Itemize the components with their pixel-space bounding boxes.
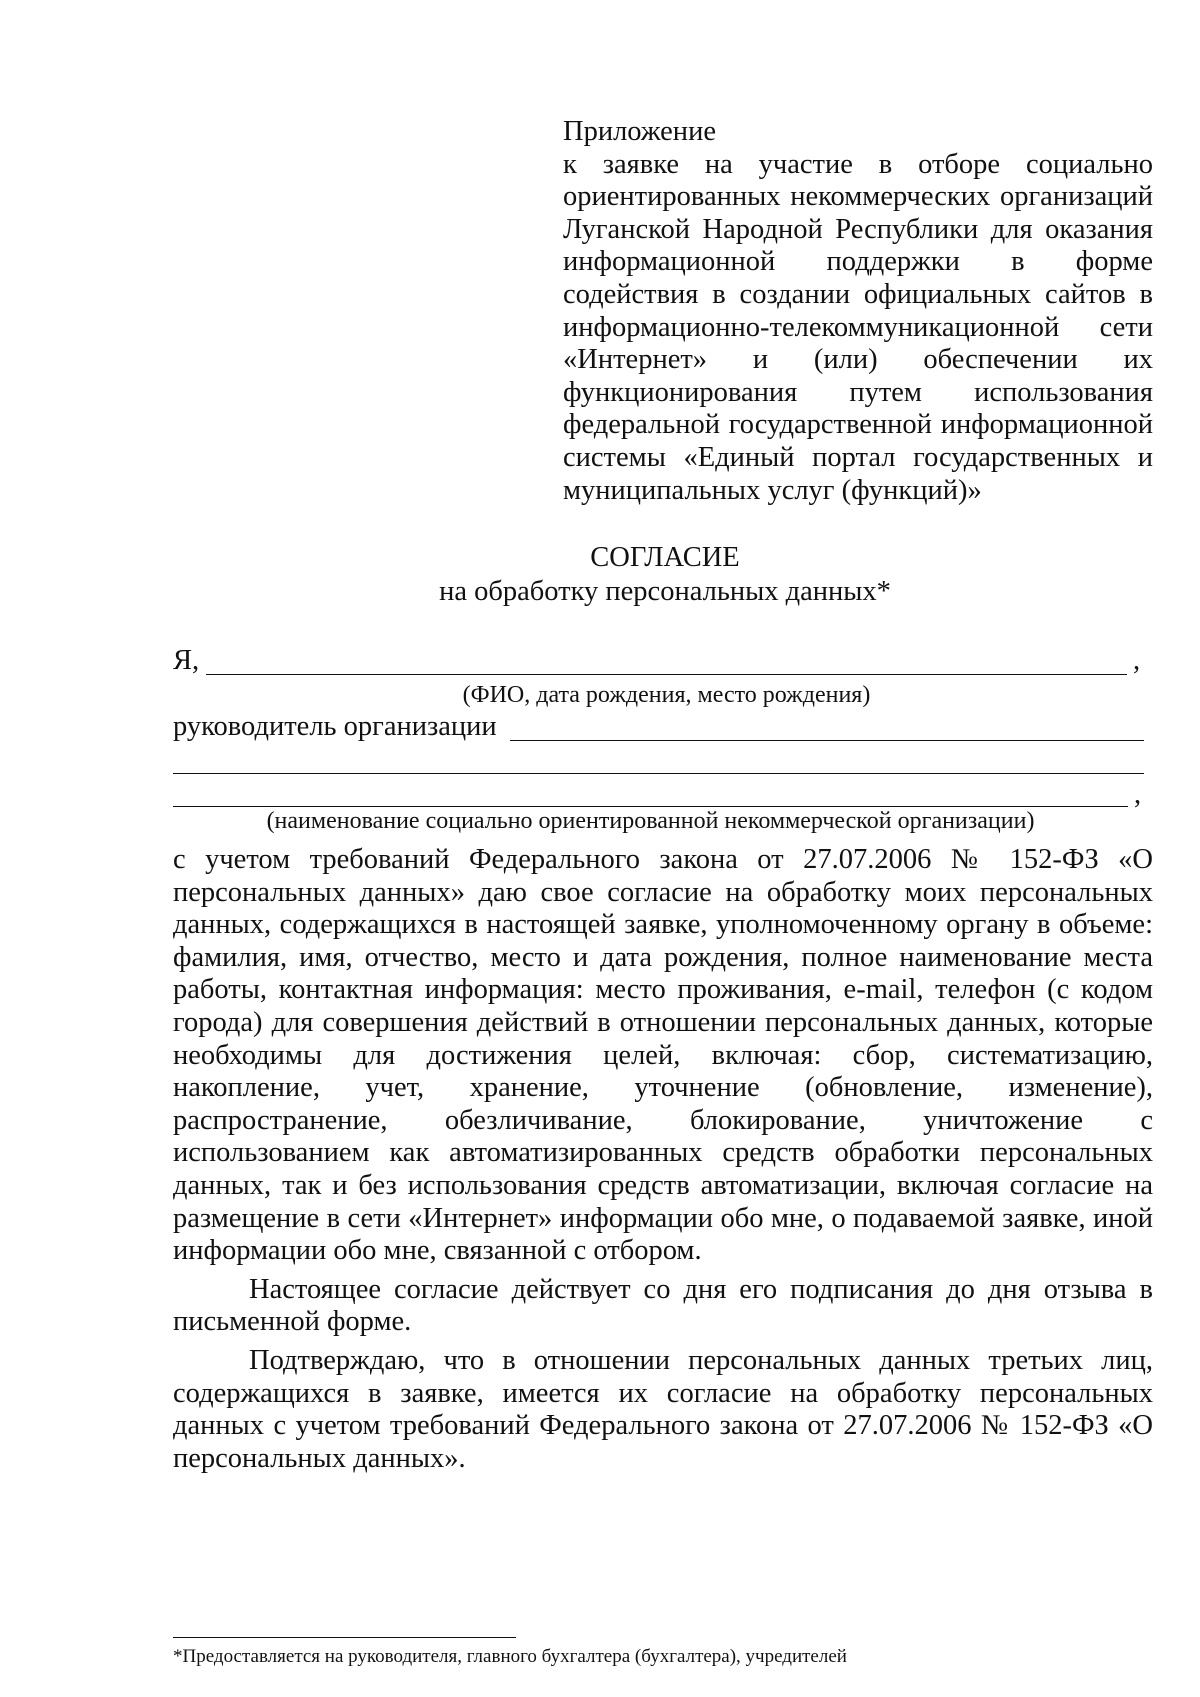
organization-comma: , bbox=[1134, 779, 1142, 810]
footnote: *Предоставляется на руководителя, главного бухгалтера (бухгалтера), учредителей bbox=[173, 1646, 847, 1667]
appendix-line: к заявке на участие в отборе социально bbox=[563, 148, 1153, 180]
document-title: СОГЛАСИЕ bbox=[590, 542, 740, 573]
appendix-line: федеральной государственной информационной bbox=[563, 409, 1153, 441]
appendix-line: Луганской Народной Республики для оказания bbox=[563, 213, 1153, 245]
appendix-line: информационной поддержки в форме bbox=[563, 246, 1153, 278]
organization-fill-line-1[interactable] bbox=[510, 740, 1144, 741]
appendix-line: «Интернет» и (или) обеспечении их bbox=[563, 344, 1153, 376]
fio-fill-line[interactable] bbox=[206, 674, 1127, 675]
appendix-line: функционирования путем использования bbox=[563, 376, 1153, 408]
organization-fill-line-2[interactable] bbox=[173, 773, 1144, 774]
appendix-block bbox=[563, 116, 1153, 507]
appendix-line: содействия в создании официальных сайтов в bbox=[563, 278, 1153, 310]
consent-paragraph-1: с учетом требований Федерального закона от 27.07.2006 № 152-ФЗ «О персональных данных» даю свое согласие на обработку моих персональных данных, содержащихся в настоящей заявке, уполномоченному органу в объеме: фамилия, имя, отчество, место и дата рождения, полное наименование места работы, контактная информация: место проживания, e-mail, телефон (с кодом города) для совершения действий в отношении персональных данных, которые необходимы для достижения целей, включая: сбор, систематизацию, накопление, учет, хранение, уточнение (обновление, изменение), распространение, обезличивание, блокирование, уничтожение с использованием как автоматизированных средств обработки персональных данных, так и без использования средств автоматизации, включая согласие на размещение в сети «Интернет» информации обо мне, о подаваемой заявке, иной информации обо мне, связанной с отбором. bbox=[173, 844, 1153, 1267]
fio-caption: (ФИО, дата рождения, место рождения) bbox=[462, 682, 871, 708]
appendix-heading: Приложение bbox=[563, 116, 716, 147]
i-label: Я, bbox=[173, 645, 200, 676]
appendix-line: муниципальных услуг (функций)» bbox=[563, 474, 982, 506]
consent-paragraph-2: Настоящее согласие действует со дня его подписания до дня отзыва в письменной форме. bbox=[173, 1273, 1153, 1338]
organization-fill-line-3[interactable] bbox=[173, 806, 1128, 807]
consent-paragraph-3: Подтверждаю, что в отношении персональных данных третьих лиц, содержащихся в заявке, имеется их согласие на обработку персональных данных с учетом требований Федерального закона от 27.07.2006 № 152-ФЗ «О персональных данных». bbox=[173, 1344, 1153, 1474]
appendix-line: ориентированных некоммерческих организаций bbox=[563, 181, 1153, 213]
head-label: руководитель организации bbox=[173, 711, 497, 742]
footnote-divider bbox=[173, 1637, 516, 1638]
consent-body bbox=[173, 844, 1153, 1475]
appendix-line: информационно-телекоммуникационной сети bbox=[563, 311, 1153, 343]
organization-caption: (наименование социально ориентированной некоммерческой организации) bbox=[266, 808, 1035, 834]
document-subtitle: на обработку персональных данных* bbox=[439, 576, 891, 607]
fio-comma: , bbox=[1133, 645, 1141, 676]
appendix-line: системы «Единый портал государственных и bbox=[563, 441, 1153, 473]
